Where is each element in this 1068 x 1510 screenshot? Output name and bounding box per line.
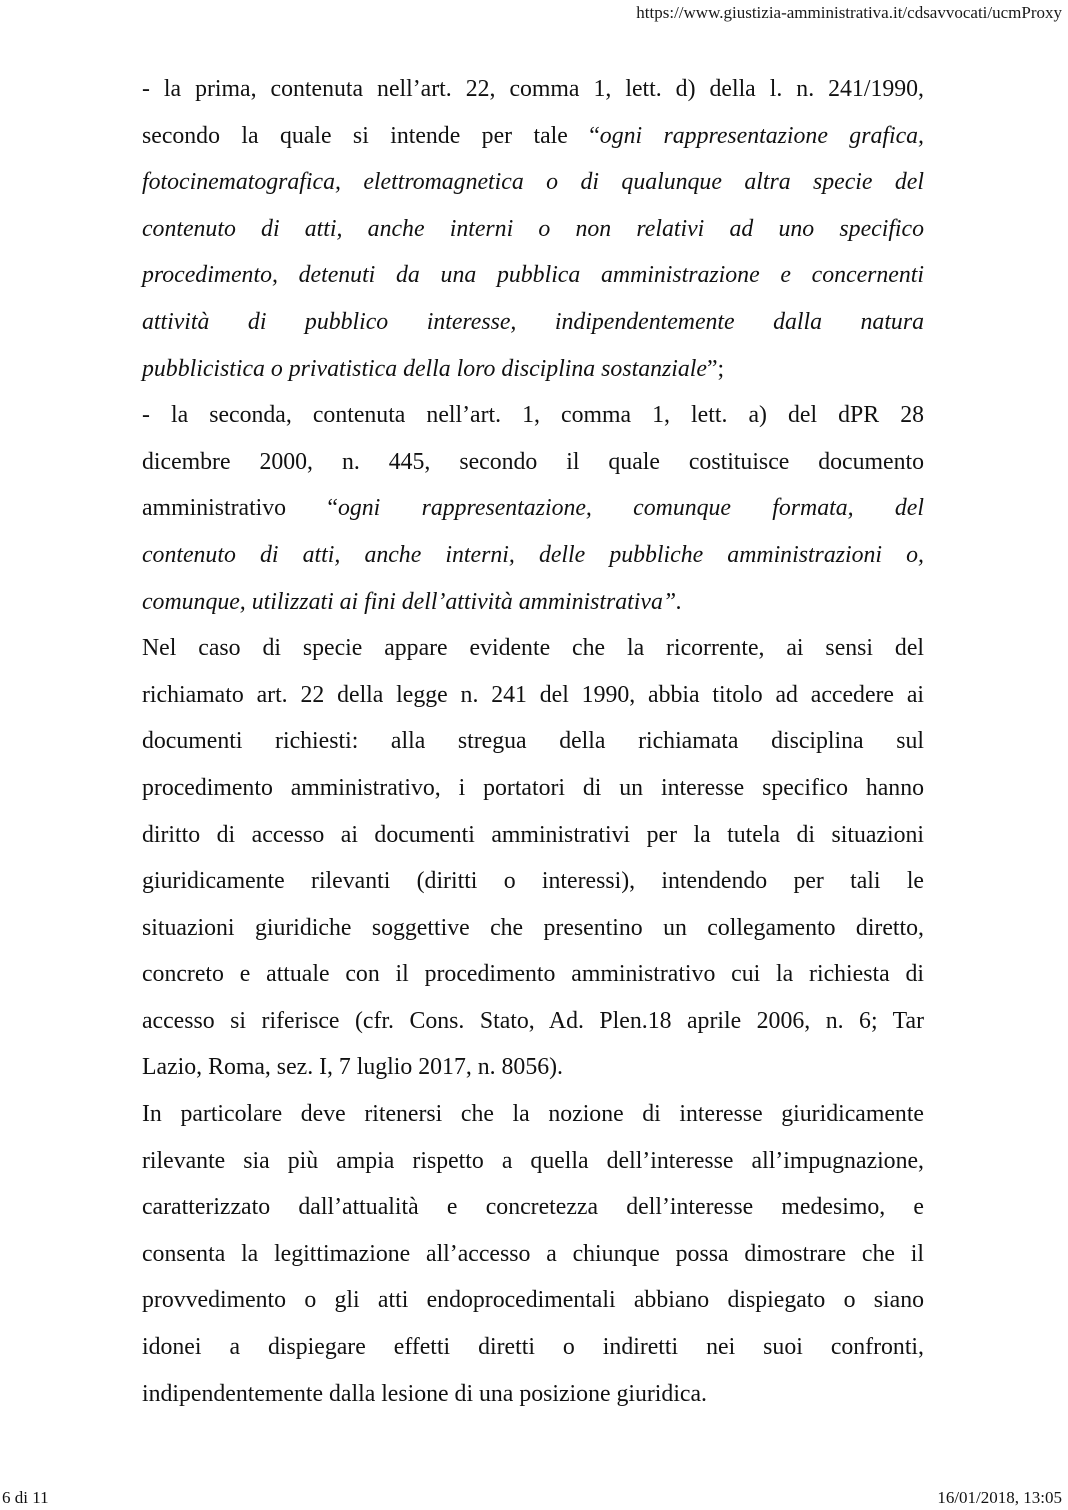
text-segment: provvedimento o gli atti endoprocedimentali abbiano dispiegato o siano xyxy=(142,1287,924,1314)
text-line xyxy=(142,66,924,113)
text-line xyxy=(142,625,924,672)
text-segment: dicembre 2000, n. 445, secondo il quale costituisce documento xyxy=(142,448,924,475)
text-segment: - la seconda, contenuta nell’art. 1, comma 1, lett. a) del dPR 28 xyxy=(142,402,924,429)
text-line xyxy=(142,1184,924,1231)
text-segment: consenta la legittimazione all’accesso a chiunque possa dimostrare che il xyxy=(142,1240,924,1267)
text-line xyxy=(142,1044,924,1091)
quoted-text-segment: contenuto di atti, anche interni, delle pubbliche amministrazioni o, xyxy=(142,541,924,568)
text-segment: rilevante sia più ampia rispetto a quella dell’interesse all’impugnazione, xyxy=(142,1147,924,1174)
text-segment: procedimento amministrativo, i portatori di un interesse specifico hanno xyxy=(142,774,924,801)
page-counter: 6 di 11 xyxy=(2,1488,49,1507)
text-segment: caratterizzato dall’attualità e concretezza dell’interesse medesimo, e xyxy=(142,1194,924,1221)
quoted-text-segment: contenuto di atti, anche interni o non relativi ad uno specifico xyxy=(142,215,924,242)
text-segment: ”; xyxy=(706,355,725,382)
text-segment: In particolare deve ritenersi che la nozione di interesse giuridicamente xyxy=(142,1101,924,1128)
text-segment: amministrativo “ xyxy=(142,495,338,522)
text-line xyxy=(142,1371,924,1418)
text-segment: Nel caso di specie appare evidente che la ricorrente, ai sensi del xyxy=(142,635,924,662)
quoted-text-segment: ogni rappresentazione, comunque formata, del xyxy=(337,495,924,522)
paragraph xyxy=(142,66,924,392)
text-line xyxy=(142,718,924,765)
text-line xyxy=(142,439,924,486)
text-line xyxy=(142,858,924,905)
text-line xyxy=(142,1324,924,1371)
paragraph xyxy=(142,625,924,1091)
text-line xyxy=(142,579,924,626)
text-line xyxy=(142,998,924,1045)
text-line xyxy=(142,159,924,206)
quoted-text-segment: attività di pubblico interesse, indipendentemente dalla natura xyxy=(142,308,924,335)
text-line xyxy=(142,1138,924,1185)
text-line xyxy=(142,299,924,346)
text-segment: secondo la quale si intende per tale “ xyxy=(142,122,600,149)
paragraph xyxy=(142,1091,924,1417)
document-body xyxy=(142,66,924,1417)
text-line xyxy=(142,485,924,532)
quoted-text-segment: comunque, utilizzati ai fini dell’attività amministrativa”. xyxy=(142,588,683,615)
page-url-header: https://www.giustizia-amministrativa.it/cdsavvocati/ucmProxy xyxy=(636,3,1062,22)
text-segment: richiamato art. 22 della legge n. 241 del 1990, abbia titolo ad accedere ai xyxy=(142,681,924,708)
text-segment: Lazio, Roma, sez. I, 7 luglio 2017, n. 8056). xyxy=(142,1054,564,1081)
text-line xyxy=(142,1277,924,1324)
text-segment: diritto di accesso ai documenti amministrativi per la tutela di situazioni xyxy=(142,821,924,848)
print-datetime: 16/01/2018, 13:05 xyxy=(937,1488,1062,1507)
text-line xyxy=(142,346,924,393)
text-line xyxy=(142,951,924,998)
text-line xyxy=(142,1231,924,1278)
quoted-text-segment: procedimento, detenuti da una pubblica amministrazione e concernenti xyxy=(142,262,924,289)
quoted-text-segment: fotocinematografica, elettromagnetica o di qualunque altra specie del xyxy=(142,169,924,196)
text-segment: indipendentemente dalla lesione di una posizione giuridica. xyxy=(142,1380,708,1407)
text-line xyxy=(142,252,924,299)
text-segment: idonei a dispiegare effetti diretti o indiretti nei suoi confronti, xyxy=(142,1334,924,1361)
text-segment: situazioni giuridiche soggettive che presentino un collegamento diretto, xyxy=(142,914,924,941)
quoted-text-segment: pubblicistica o privatistica della loro disciplina sostanziale xyxy=(142,355,707,382)
text-segment: concreto e attuale con il procedimento amministrativo cui la richiesta di xyxy=(142,961,924,988)
text-segment: giuridicamente rilevanti (diritti o interessi), intendendo per tali le xyxy=(142,868,924,895)
text-line xyxy=(142,765,924,812)
text-line xyxy=(142,1091,924,1138)
text-line xyxy=(142,812,924,859)
text-line xyxy=(142,392,924,439)
text-segment: accesso si riferisce (cfr. Cons. Stato, Ad. Plen.18 aprile 2006, n. 6; Tar xyxy=(142,1007,924,1034)
text-line xyxy=(142,905,924,952)
quoted-text-segment: ogni rappresentazione grafica, xyxy=(599,122,924,149)
text-segment: documenti richiesti: alla stregua della richiamata disciplina sul xyxy=(142,728,924,755)
text-line xyxy=(142,672,924,719)
text-line xyxy=(142,206,924,253)
text-line xyxy=(142,113,924,160)
text-line xyxy=(142,532,924,579)
text-segment: - la prima, contenuta nell’art. 22, comma 1, lett. d) della l. n. 241/1990, xyxy=(142,76,924,102)
paragraph xyxy=(142,392,924,625)
